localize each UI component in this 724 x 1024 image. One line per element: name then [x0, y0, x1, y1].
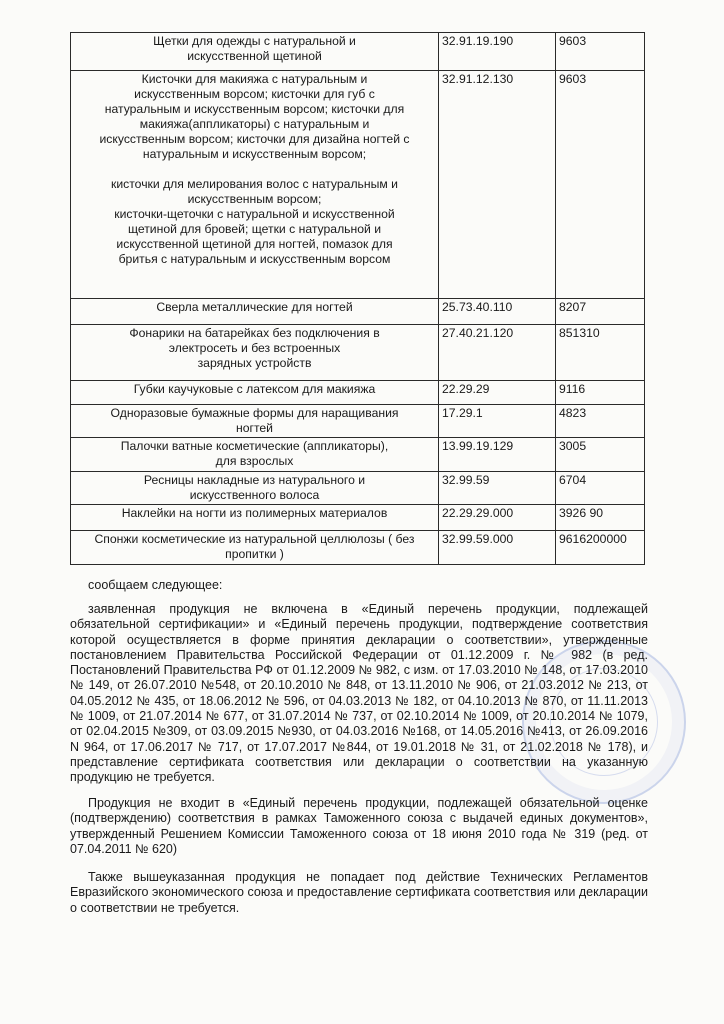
product-name: Одноразовые бумажные формы для наращивания ногтей	[110, 406, 399, 435]
product-name-cell	[71, 438, 439, 472]
product-name-cell	[71, 472, 439, 505]
product-name: Ресницы накладные из натурального и искусственного волоса	[143, 473, 366, 502]
okpd-code-cell: 32.99.59.000	[439, 531, 556, 565]
table-row	[71, 299, 645, 325]
paragraph-technical-regulations: Также вышеуказанная продукция не попадает под действие Технических Регламентов Евразийского экономического союза и предоставление сертификата соответствия или декларации о соответствии не требуется.	[70, 870, 648, 915]
tnved-code-cell: 9603	[556, 71, 645, 299]
table-row	[71, 472, 645, 505]
product-name: Щетки для одежды с натуральной и искусственной щетиной	[153, 34, 356, 63]
okpd-code-cell: 27.40.21.120	[439, 325, 556, 381]
okpd-code-cell: 32.91.12.130	[439, 71, 556, 299]
tnved-code-cell: 4823	[556, 405, 645, 438]
paragraph-certification: заявленная продукция не включена в «Единый перечень продукции, подлежащей обязательной сертификации» и «Единый перечень продукции, подтверждение соответствия которой осуществляется в форме принятия декларации о соответствии», утвержденные постановлением Правительства Российской Федерации от 01.12.2009 г. № 982 (в ред. Постановлений Правительства РФ от 01.12.2009 № 982, с изм. от 17.03.2010 № 148, от 17.03.2010 № 149, от 26.07.2010 №548, от 20.10.2010 № 848, от 13.11.2010 № 906, от 21.03.2012 № 213, от 04.05.2012 № 435, от 18.06.2012 № 596, от 04.03.2013 № 182, от 04.10.2013 № 870, от 11.11.2013 № 1009, от 21.07.2014 № 677, от 31.07.2014 № 737, от 02.10.2014 № 1009, от 20.10.2014 № 1079, от 02.04.2015 №309, от 03.09.2015 №930, от 04.03.2016 №168, от 14.05.2016 №413, от 26.09.2016 N 964, от 17.06.2017 № 717, от 17.07.2017 №844, от 19.01.2018 № 31, от 21.02.2018 № 178), и представление сертификата соответствия или декларации о соответствии на указанную продукцию не требуется.	[70, 602, 648, 785]
tnved-code-cell: 9616200000	[556, 531, 645, 565]
tnved-code-cell: 851310	[556, 325, 645, 381]
table-row	[71, 71, 645, 299]
table-row	[71, 381, 645, 405]
okpd-code-cell: 32.99.59	[439, 472, 556, 505]
table-row	[71, 505, 645, 531]
paragraph-customs-union: Продукция не входит в «Единый перечень продукции, подлежащей обязательной оценке (подтверждению) соответствия в рамках Таможенного союза с выдачей единых документов», утвержденный Решением Комиссии Таможенного союза от 18 июня 2010 года № 319 (ред. от 07.04.2011 № 620)	[70, 796, 648, 856]
product-name: Кисточки для макияжа с натуральным и искусственным ворсом; кисточки для губ с натуральным и искусственным ворсом; кисточки для макияжа(аппликаторы) с натуральным и искусственным ворсом; кисточки для дизайна ногтей с натуральным и искусственным ворсом; кисточки для мелирования волос с натуральным и искусственным ворсом; кисточки-щеточки с натуральной и искусственной щетиной для бровей; щетки с натуральной и искусственной щетиной для ногтей, помазок для бритья с натуральным и искусственным ворсом	[99, 72, 410, 266]
okpd-code-cell: 32.91.19.190	[439, 33, 556, 71]
product-name-cell	[71, 381, 439, 405]
product-name-cell	[71, 505, 439, 531]
table-row	[71, 325, 645, 381]
intro-text: сообщаем следующее:	[88, 578, 223, 592]
table-row	[71, 405, 645, 438]
okpd-code-cell: 22.29.29.000	[439, 505, 556, 531]
product-name: Фонарики на батарейках без подключения в электросеть и без встроенных зарядных устройств	[129, 326, 380, 370]
product-name-cell	[71, 325, 439, 381]
product-table-body	[71, 33, 645, 565]
product-name: Палочки ватные косметические (аппликаторы), для взрослых	[120, 439, 389, 468]
product-name: Сверла металлические для ногтей	[156, 300, 353, 314]
tnved-code-cell: 9603	[556, 33, 645, 71]
tnved-code-cell: 3926 90	[556, 505, 645, 531]
table-row	[71, 531, 645, 565]
product-table	[70, 32, 645, 565]
tnved-code-cell: 3005	[556, 438, 645, 472]
tnved-code-cell: 9116	[556, 381, 645, 405]
okpd-code-cell: 25.73.40.110	[439, 299, 556, 325]
tnved-code-cell: 8207	[556, 299, 645, 325]
okpd-code-cell: 13.99.19.129	[439, 438, 556, 472]
product-name: Спонжи косметические из натуральной целлюлозы ( без пропитки )	[94, 532, 415, 561]
table-row	[71, 33, 645, 71]
okpd-code-cell: 17.29.1	[439, 405, 556, 438]
tnved-code-cell: 6704	[556, 472, 645, 505]
product-name-cell	[71, 33, 439, 71]
product-name-cell	[71, 405, 439, 438]
product-name: Губки каучуковые с латексом для макияжа	[133, 382, 376, 396]
product-name-cell	[71, 71, 439, 299]
product-name: Наклейки на ногти из полимерных материалов	[121, 506, 388, 520]
okpd-code-cell: 22.29.29	[439, 381, 556, 405]
product-name-cell	[71, 531, 439, 565]
table-row	[71, 438, 645, 472]
product-name-cell	[71, 299, 439, 325]
